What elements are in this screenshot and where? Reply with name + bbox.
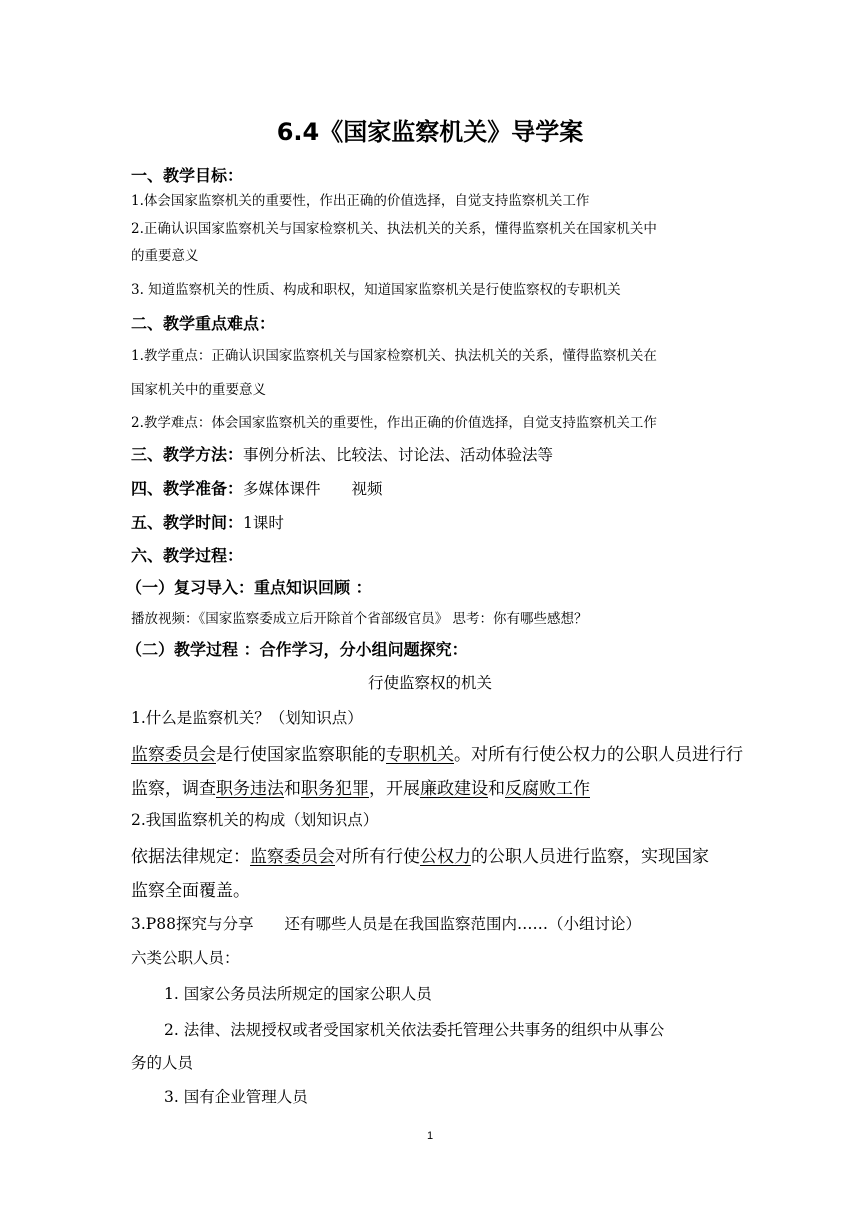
section-heading-methods: 三、教学方法： xyxy=(131,445,244,464)
section-methods xyxy=(131,442,553,465)
section-heading-key-points: 二、教学重点难点： xyxy=(131,314,276,333)
answer-text: 的公职人员进行监察，实现国家 xyxy=(471,847,709,867)
subsection-heading-cooperative: （二）教学过程 ：合作学习，分小组问题探究： xyxy=(126,640,468,659)
question-2: 2.我国监察机关的构成（划知识点） xyxy=(131,811,379,829)
underlined-term: 职务犯罪 xyxy=(301,779,369,799)
section-time xyxy=(131,510,284,533)
key-point-item: 国家机关中的重要意义 xyxy=(131,382,266,398)
answer-1-line-1 xyxy=(131,740,743,765)
section-preparation xyxy=(131,476,383,499)
answer-text: 和 xyxy=(284,779,301,799)
answer-text: 监察，调查 xyxy=(131,779,216,799)
answer-text: 是行使国家监察职能的 xyxy=(216,745,386,765)
objective-item: 2.正确认识国家监察机关与国家检察机关、执法机关的关系，懂得监察机关在国家机关中 xyxy=(131,221,657,237)
answer-2-line-2: 监察全面覆盖。 xyxy=(131,881,250,901)
answer-text: ，开展 xyxy=(369,779,420,799)
category-item: 3. 国有企业管理人员 xyxy=(164,1088,308,1106)
underlined-term: 廉政建设 xyxy=(420,779,488,799)
objective-item: 3. 知道监察机关的性质、构成和职权，知道国家监察机关是行使监察权的专职机关 xyxy=(131,282,621,298)
answer-text: 。对所有行使公权力的公职人员进行行 xyxy=(454,745,743,765)
underlined-term: 监察委员会 xyxy=(131,745,216,765)
review-text: 播放视频：《国家监察委成立后开除首个省部级官员》 思考：你有哪些感想？ xyxy=(131,611,588,627)
section-heading-time: 五、教学时间： xyxy=(131,513,244,532)
answer-1-line-2 xyxy=(131,774,590,799)
underlined-term: 职务违法 xyxy=(216,779,284,799)
center-heading: 行使监察权的机关 xyxy=(367,674,492,692)
category-item: 务的人员 xyxy=(131,1054,194,1072)
objective-item: 的重要意义 xyxy=(131,248,199,264)
answer-text: 依据法律规定： xyxy=(131,847,250,867)
underlined-term: 监察委员会 xyxy=(250,847,335,867)
methods-text: 事例分析法、比较法、讨论法、活动体验法等 xyxy=(243,446,554,464)
section-heading-objectives: 一、教学目标： xyxy=(131,166,244,185)
preparation-text: 多媒体课件 视频 xyxy=(243,480,383,498)
page-number: 1 xyxy=(426,1130,434,1142)
answer-text: 对所有行使 xyxy=(335,847,420,867)
question-3: 3.P88探究与分享 还有哪些人员是在我国监察范围内……（小组讨论） xyxy=(131,915,641,933)
time-text: 1课时 xyxy=(243,514,284,532)
key-point-item: 1.教学重点：正确认识国家监察机关与国家检察机关、执法机关的关系，懂得监察机关在 xyxy=(131,348,657,364)
category-item: 1. 国家公务员法所规定的国家公职人员 xyxy=(164,985,432,1003)
section-heading-process: 六、教学过程： xyxy=(131,546,244,565)
category-item: 2. 法律、法规授权或者受国家机关依法委托管理公共事务的组织中从事公 xyxy=(164,1021,665,1039)
answer-text: 和 xyxy=(488,779,505,799)
key-point-item: 2.教学难点：体会国家监察机关的重要性，作出正确的价值选择，自觉支持监察机关工作 xyxy=(131,415,657,431)
six-categories-label: 六类公职人员： xyxy=(131,949,240,967)
objective-item: 1.体会国家监察机关的重要性，作出正确的价值选择，自觉支持监察机关工作 xyxy=(131,193,590,209)
underlined-term: 公权力 xyxy=(420,847,471,867)
answer-2-line-1 xyxy=(131,842,709,867)
subsection-heading-review: （一）复习导入：重点知识回顾 ： xyxy=(126,578,372,597)
underlined-term: 反腐败工作 xyxy=(505,779,590,799)
question-1: 1.什么是监察机关？（划知识点） xyxy=(131,709,363,727)
section-heading-preparation: 四、教学准备： xyxy=(131,479,244,498)
document-title: 6.4《国家监察机关》导学案 xyxy=(276,118,584,146)
underlined-term: 专职机关 xyxy=(386,745,454,765)
